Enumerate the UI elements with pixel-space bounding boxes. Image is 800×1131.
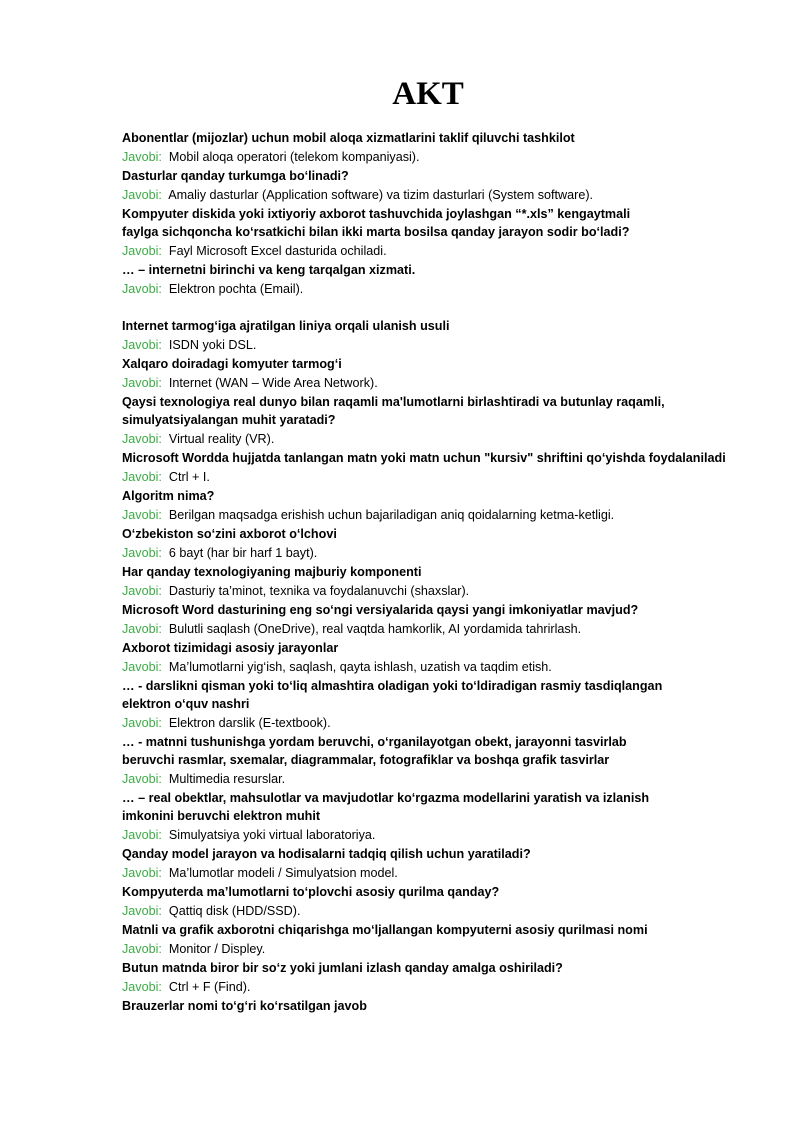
answer-label: Javobi: <box>122 470 162 484</box>
answer-line <box>122 543 762 563</box>
answer-line <box>122 619 762 639</box>
answer-label: Javobi: <box>122 622 162 636</box>
answer-label: Javobi: <box>122 432 162 446</box>
answer-text: Mobil aloqa operatori (telekom kompaniyasi). <box>168 150 420 164</box>
answer-label: Javobi: <box>122 508 162 522</box>
answer-text: Elektron darslik (E-textbook). <box>168 716 331 730</box>
question-line: O‘zbekiston so‘zini axborot o‘lchovi <box>122 527 337 541</box>
answer-line <box>122 863 762 883</box>
answer-line <box>122 581 762 601</box>
answer-text: Berilgan maqsadga erishish uchun bajariladigan aniq qoidalarning ketma-ketligi. <box>168 508 615 522</box>
answer-label: Javobi: <box>122 188 162 202</box>
answer-label: Javobi: <box>122 338 162 352</box>
question-line: Brauzerlar nomi to‘g‘ri ko‘rsatilgan javob <box>122 999 367 1013</box>
answer-line <box>122 147 762 167</box>
answer-line <box>122 185 762 205</box>
question-line: Butun matnda biror bir so‘z yoki jumlani izlash qanday amalga oshiriladi? <box>122 961 563 975</box>
qa-list <box>122 129 762 1015</box>
page-title: AKT <box>392 76 464 112</box>
question-line: Dasturlar qanday turkumga bo‘linadi? <box>122 169 349 183</box>
answer-label: Javobi: <box>122 150 162 164</box>
answer-label: Javobi: <box>122 244 162 258</box>
answer-text: Ctrl + F (Find). <box>168 980 251 994</box>
question-line: … - matnni tushunishga yordam beruvchi, o‘rganilayotgan obekt, jarayonni tasvirlab <box>122 735 627 749</box>
answer-label: Javobi: <box>122 772 162 786</box>
question-line: … - darslikni qisman yoki to‘liq almashtira oladigan yoki to‘ldiradigan rasmiy tasdiqlangan <box>122 679 663 693</box>
answer-line <box>122 429 762 449</box>
answer-text: Simulyatsiya yoki virtual laboratoriya. <box>168 828 376 842</box>
question-line: Abonentlar (mijozlar) uchun mobil aloqa xizmatlarini taklif qiluvchi tashkilot <box>122 131 575 145</box>
answer-line <box>122 279 762 299</box>
question-line: elektron o‘quv nashri <box>122 697 250 711</box>
question-line: Algoritm nima? <box>122 489 215 503</box>
answer-line <box>122 769 762 789</box>
answer-label: Javobi: <box>122 980 162 994</box>
answer-line <box>122 901 762 921</box>
answer-text: Amaliy dasturlar (Application software) va tizim dasturlari (System software). <box>168 188 594 202</box>
answer-text: Elektron pochta (Email). <box>168 282 304 296</box>
answer-text: ISDN yoki DSL. <box>168 338 257 352</box>
answer-text: Qattiq disk (HDD/SSD). <box>168 904 301 918</box>
answer-line <box>122 825 762 845</box>
answer-label: Javobi: <box>122 546 162 560</box>
answer-line <box>122 713 762 733</box>
answer-label: Javobi: <box>122 904 162 918</box>
answer-text: Bulutli saqlash (OneDrive), real vaqtda hamkorlik, AI yordamida tahrirlash. <box>168 622 582 636</box>
question-line: Qaysi texnologiya real dunyo bilan raqamli ma'lumotlarni birlashtiradi va butunlay raqamli, <box>122 395 665 409</box>
question-line: Axborot tizimidagi asosiy jarayonlar <box>122 641 339 655</box>
answer-line <box>122 939 762 959</box>
question-line: Microsoft Wordda hujjatda tanlangan matn yoki matn uchun "kursiv" shriftini qo‘yishda foydalaniladi <box>122 451 726 465</box>
question-line: Internet tarmog‘iga ajratilgan liniya orqali ulanish usuli <box>122 319 450 333</box>
answer-line <box>122 977 762 997</box>
answer-label: Javobi: <box>122 716 162 730</box>
spacer <box>122 299 762 317</box>
answer-line <box>122 373 762 393</box>
answer-text: Ma’lumotlarni yig‘ish, saqlash, qayta ishlash, uzatish va taqdim etish. <box>168 660 552 674</box>
question-line: … – real obektlar, mahsulotlar va mavjudotlar ko‘rgazma modellarini yaratish va izlanish <box>122 791 650 805</box>
answer-label: Javobi: <box>122 584 162 598</box>
question-line: imkonini beruvchi elektron muhit <box>122 809 321 823</box>
answer-line <box>122 467 762 487</box>
answer-line <box>122 241 762 261</box>
answer-text: Dasturiy ta’minot, texnika va foydalanuvchi (shaxslar). <box>168 584 470 598</box>
answer-text: 6 bayt (har bir harf 1 bayt). <box>168 546 318 560</box>
question-line: Kompyuter diskida yoki ixtiyoriy axborot tashuvchida joylashgan “*.xls” kengaytmali <box>122 207 631 221</box>
answer-label: Javobi: <box>122 376 162 390</box>
answer-text: Multimedia resurslar. <box>168 772 286 786</box>
answer-label: Javobi: <box>122 660 162 674</box>
question-line: Qanday model jarayon va hodisalarni tadqiq qilish uchun yaratiladi? <box>122 847 531 861</box>
question-line: simulyatsiyalangan muhit yaratadi? <box>122 413 336 427</box>
answer-label: Javobi: <box>122 942 162 956</box>
answer-text: Internet (WAN – Wide Area Network). <box>168 376 378 390</box>
answer-text: Monitor / Displey. <box>168 942 266 956</box>
answer-text: Virtual reality (VR). <box>168 432 275 446</box>
question-line: Matnli va grafik axborotni chiqarishga mo‘ljallangan kompyuterni asosiy qurilmasi nomi <box>122 923 648 937</box>
answer-label: Javobi: <box>122 866 162 880</box>
question-line: Microsoft Word dasturining eng so‘ngi versiyalarida qaysi yangi imkoniyatlar mavjud? <box>122 603 639 617</box>
answer-line <box>122 505 762 525</box>
answer-label: Javobi: <box>122 828 162 842</box>
answer-text: Fayl Microsoft Excel dasturida ochiladi. <box>168 244 387 258</box>
question-line: beruvchi rasmlar, sxemalar, diagrammalar, fotografiklar va boshqa grafik tasvirlar <box>122 753 610 767</box>
answer-label: Javobi: <box>122 282 162 296</box>
question-line: Xalqaro doiradagi komyuter tarmog‘i <box>122 357 342 371</box>
question-line: … – internetni birinchi va keng tarqalgan xizmati. <box>122 263 416 277</box>
answer-line <box>122 657 762 677</box>
answer-line <box>122 335 762 355</box>
question-line: Har qanday texnologiyaning majburiy komponenti <box>122 565 422 579</box>
answer-text: Ctrl + I. <box>168 470 210 484</box>
question-line: Kompyuterda ma’lumotlarni to‘plovchi asosiy qurilma qanday? <box>122 885 500 899</box>
answer-text: Ma’lumotlar modeli / Simulyatsion model. <box>168 866 398 880</box>
question-line: faylga sichqoncha ko‘rsatkichi bilan ikki marta bosilsa qanday jarayon sodir bo‘ladi? <box>122 225 630 239</box>
